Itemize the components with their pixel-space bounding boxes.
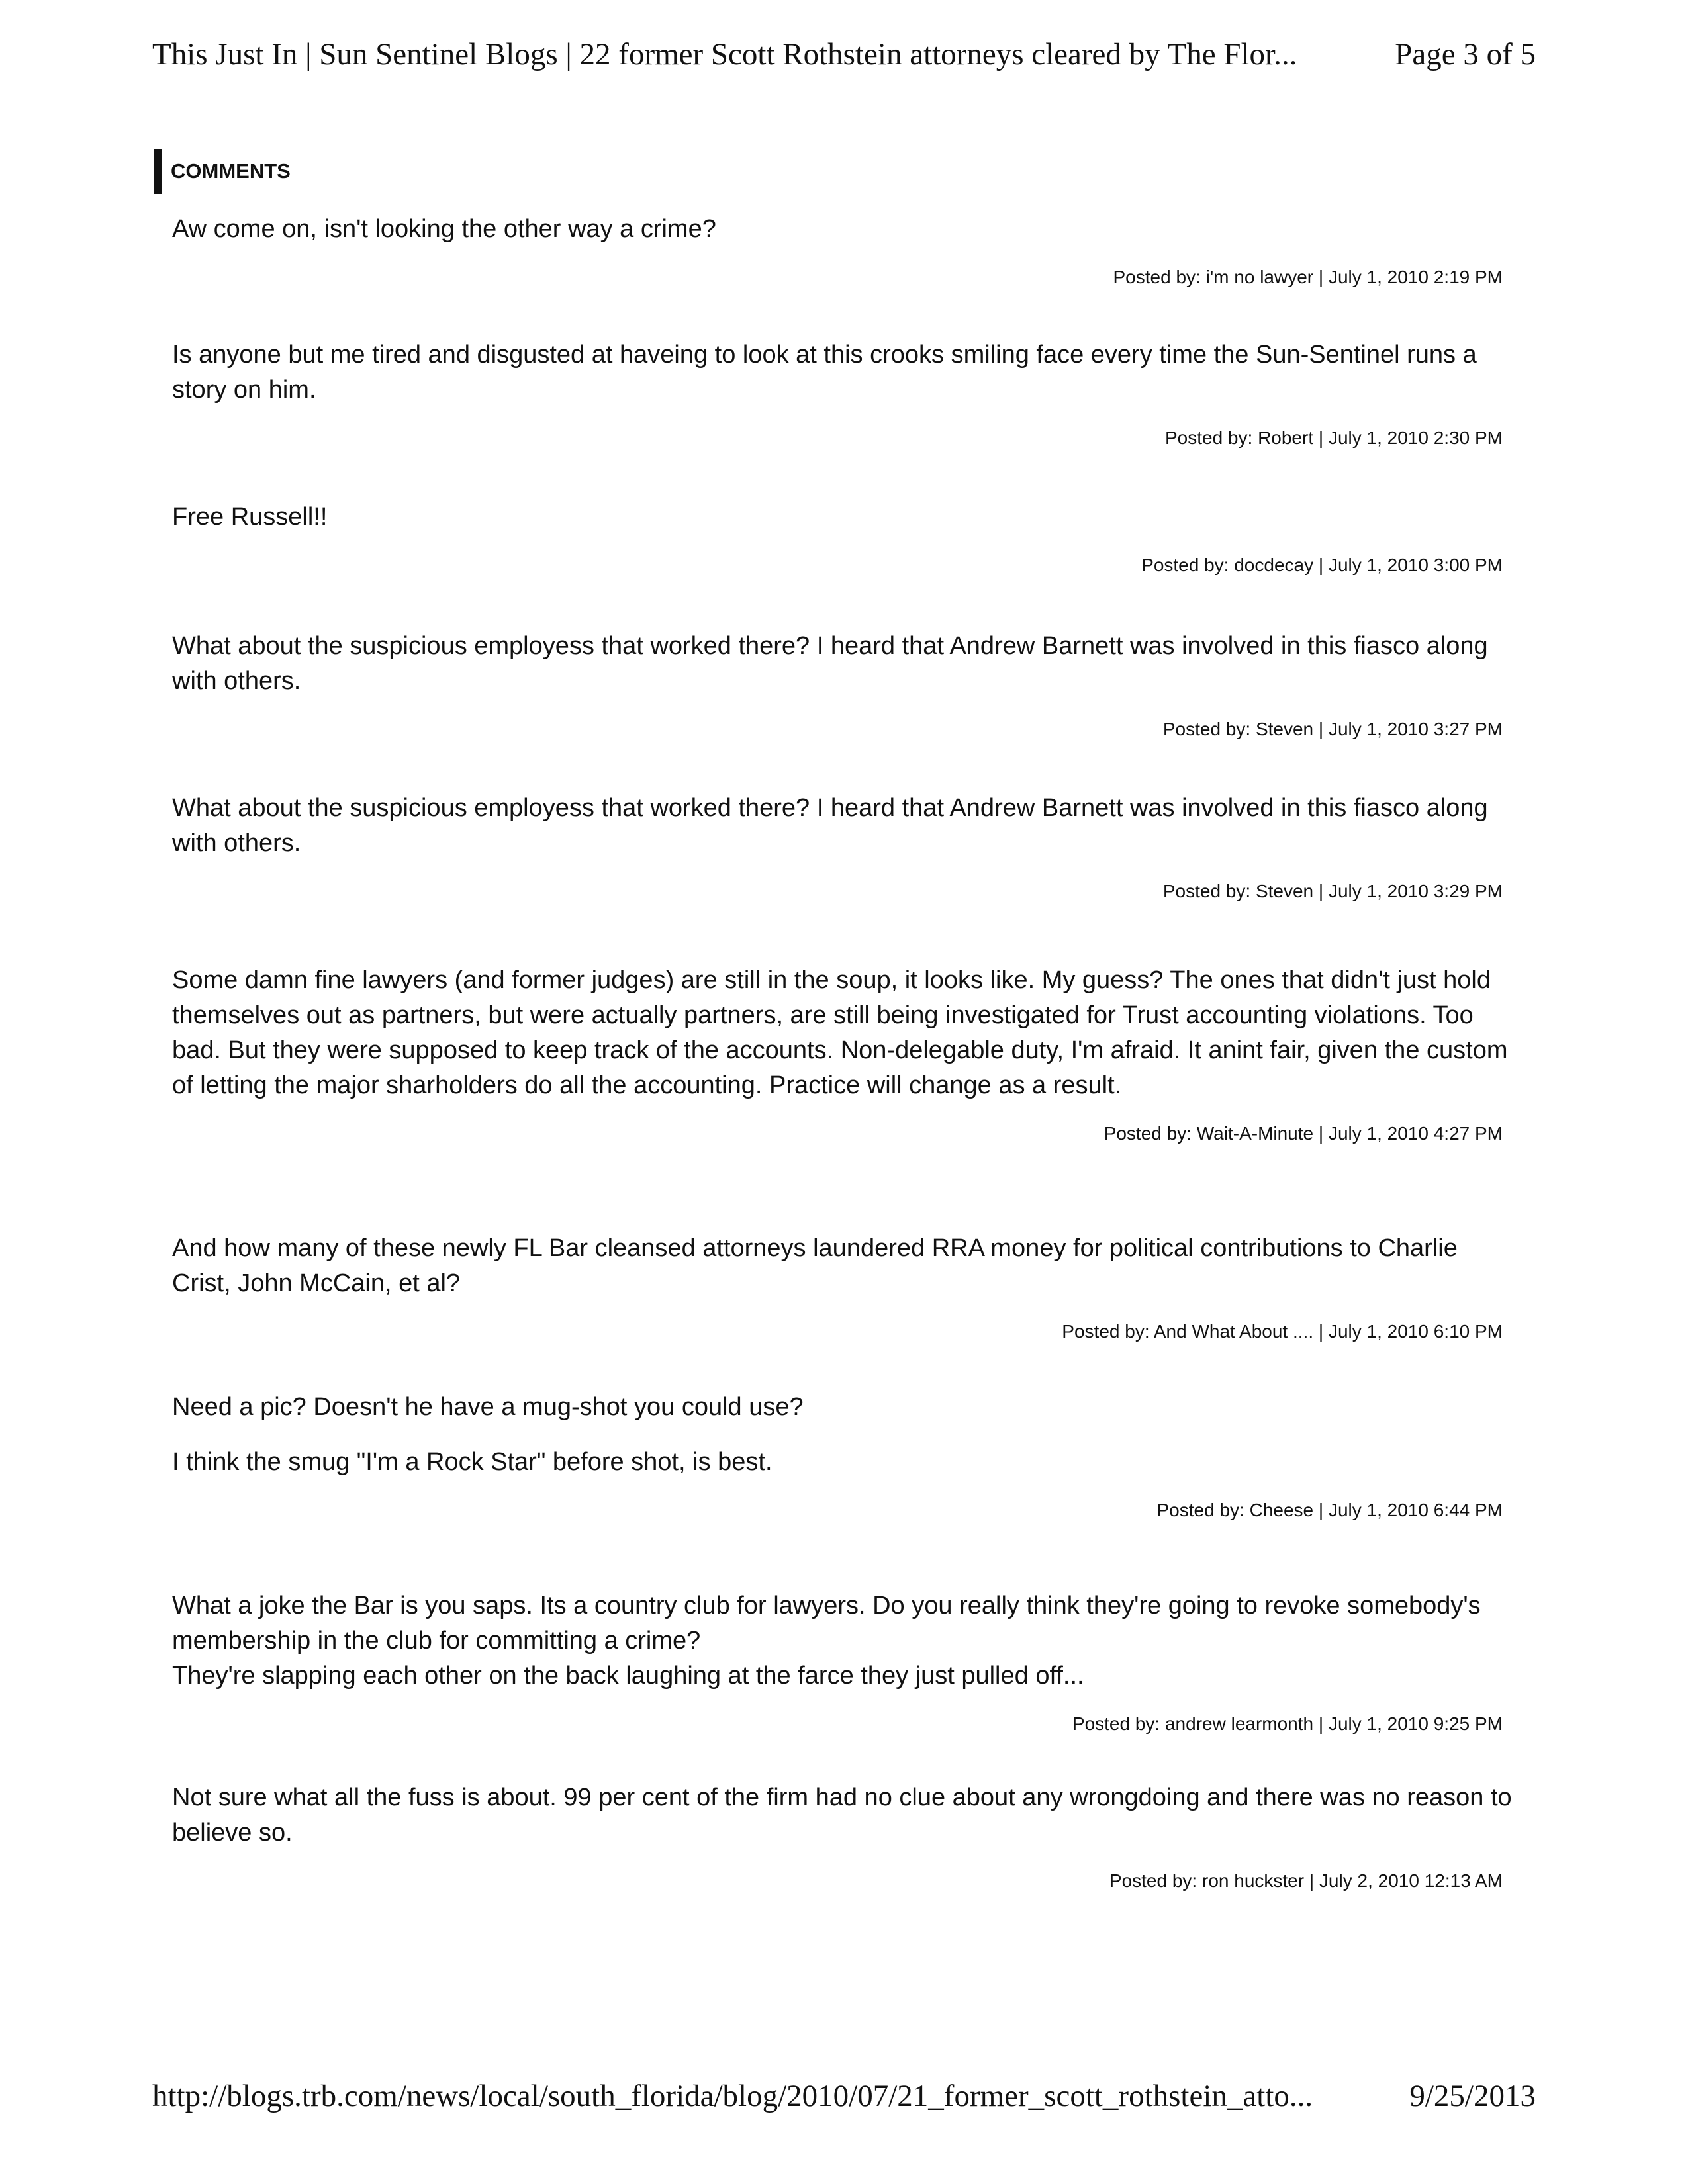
page-number: Page 3 of 5: [1395, 37, 1536, 71]
comment-date: July 1, 2010 2:19 PM: [1328, 267, 1503, 287]
comment: [172, 1780, 1516, 1891]
meta-separator: |: [1313, 428, 1329, 448]
comment-body: [172, 212, 1516, 247]
comment-meta: [172, 1123, 1516, 1144]
posted-by-label: Posted by:: [1103, 1123, 1197, 1144]
comment-meta: [172, 428, 1516, 449]
comment-text: What about the suspicious employess that worked there? I heard that Andrew Barnett was involved in this fiasco along with others.: [172, 794, 1488, 857]
comment-meta: [172, 267, 1516, 288]
footer-date: 9/25/2013: [1409, 2079, 1536, 2113]
comment-text: Need a pic? Doesn't he have a mug-shot you could use?: [172, 1393, 804, 1421]
heading-bar: [154, 149, 162, 194]
posted-by-label: Posted by:: [1162, 881, 1256, 901]
comment-text: I think the smug "I'm a Rock Star" before shot, is best.: [172, 1448, 773, 1476]
comment-meta: [172, 719, 1516, 740]
comment-author: And What About ....: [1153, 1321, 1314, 1342]
comment: [172, 1390, 1516, 1521]
comment-body: [172, 1588, 1516, 1694]
comment: [172, 629, 1516, 740]
posted-by-label: Posted by:: [1164, 428, 1258, 448]
comment: [172, 1588, 1516, 1735]
comment-author: andrew learmonth: [1164, 1713, 1314, 1734]
posted-by-label: Posted by:: [1141, 555, 1235, 575]
comment-date: July 1, 2010 2:30 PM: [1328, 428, 1503, 448]
comment-text: Is anyone but me tired and disgusted at haveing to look at this crooks smiling face every time the Sun-Sentinel runs a story on him.: [172, 341, 1477, 404]
comment-author: Steven: [1255, 719, 1314, 739]
comment-date: July 1, 2010 3:00 PM: [1328, 555, 1503, 575]
comment-meta: [172, 881, 1516, 902]
comment-date: July 1, 2010 3:27 PM: [1328, 719, 1503, 739]
comment-text: And how many of these newly FL Bar cleansed attorneys laundered RRA money for political contributions to Charlie Crist, John McCain, et al?: [172, 1234, 1458, 1297]
meta-separator: |: [1313, 1321, 1329, 1342]
comment-date: July 1, 2010 3:29 PM: [1328, 881, 1503, 901]
posted-by-label: Posted by:: [1156, 1500, 1250, 1520]
comment-meta: [172, 1500, 1516, 1521]
page-title: This Just In | Sun Sentinel Blogs | 22 former Scott Rothstein attorneys cleared by The Flor...: [152, 37, 1297, 71]
comment-body: [172, 1390, 1516, 1480]
meta-separator: |: [1313, 1713, 1329, 1734]
meta-separator: |: [1313, 1123, 1329, 1144]
comment-body: [172, 338, 1516, 408]
meta-separator: |: [1313, 881, 1329, 901]
comment-author: Robert: [1258, 428, 1314, 448]
comment-meta: [172, 1321, 1516, 1342]
comment-date: July 2, 2010 12:13 AM: [1319, 1870, 1503, 1891]
posted-by-label: Posted by:: [1113, 267, 1206, 287]
comment-body: [172, 1780, 1516, 1850]
comment-author: Steven: [1255, 881, 1314, 901]
comment-date: July 1, 2010 6:10 PM: [1328, 1321, 1503, 1342]
comment-date: July 1, 2010 4:27 PM: [1328, 1123, 1503, 1144]
comment-body: [172, 500, 1516, 535]
comment-text: Aw come on, isn't looking the other way a crime?: [172, 215, 716, 243]
comment-meta: [172, 555, 1516, 576]
comment-body: [172, 1231, 1516, 1301]
comment-body: [172, 963, 1516, 1103]
print-header: [152, 36, 1536, 72]
comment-author: Wait-A-Minute: [1196, 1123, 1314, 1144]
comment-date: July 1, 2010 9:25 PM: [1328, 1713, 1503, 1734]
posted-by-label: Posted by:: [1062, 1321, 1154, 1342]
comment-body: [172, 791, 1516, 861]
comment-date: July 1, 2010 6:44 PM: [1328, 1500, 1503, 1520]
comment: [172, 1231, 1516, 1342]
comment-text: What a joke the Bar is you saps. Its a country club for lawyers. Do you really think they're going to revoke somebody's membership in the club for committing a crime? They're slapping each other on the back laughing at the farce they just pulled off...: [172, 1592, 1481, 1690]
comment-meta: [172, 1870, 1516, 1891]
comments-heading-label: COMMENTS: [171, 159, 291, 183]
meta-separator: |: [1313, 1500, 1329, 1520]
footer-url: http://blogs.trb.com/news/local/south_florida/blog/2010/07/21_former_scott_rothstein_atto...: [152, 2079, 1313, 2113]
comment-text: Free Russell!!: [172, 503, 328, 531]
comment-body: [172, 629, 1516, 699]
comment-author: i'm no lawyer: [1205, 267, 1314, 287]
comment-text: Not sure what all the fuss is about. 99 per cent of the firm had no clue about any wrongdoing and there was no reason to believe so.: [172, 1784, 1512, 1846]
comment: [172, 791, 1516, 902]
comment-author: Cheese: [1249, 1500, 1314, 1520]
comment-meta: [172, 1713, 1516, 1735]
comment-author: docdecay: [1234, 555, 1314, 575]
meta-separator: |: [1304, 1870, 1319, 1891]
comments-heading: [154, 149, 291, 194]
meta-separator: |: [1313, 267, 1329, 287]
comment-text: What about the suspicious employess that worked there? I heard that Andrew Barnett was involved in this fiasco along with others.: [172, 632, 1488, 695]
posted-by-label: Posted by:: [1162, 719, 1256, 739]
comment: [172, 963, 1516, 1144]
comment-author: ron huckster: [1202, 1870, 1305, 1891]
meta-separator: |: [1313, 555, 1329, 575]
comment: [172, 212, 1516, 288]
comment: [172, 500, 1516, 576]
posted-by-label: Posted by:: [1109, 1870, 1202, 1891]
print-footer: [152, 2078, 1536, 2114]
meta-separator: |: [1313, 719, 1329, 739]
comment-text: Some damn fine lawyers (and former judges) are still in the soup, it looks like. My guess? The ones that didn't just hold themselves out as partners, but were actually partners, are still being investigated for Trust accounting violations. Too bad. But they were supposed to keep track of the accounts. Non-delegable duty, I'm afraid. It anint fair, given the custom of letting the major sharholders do all the accounting. Practice will change as a result.: [172, 966, 1508, 1099]
posted-by-label: Posted by:: [1072, 1713, 1165, 1734]
comment: [172, 338, 1516, 449]
